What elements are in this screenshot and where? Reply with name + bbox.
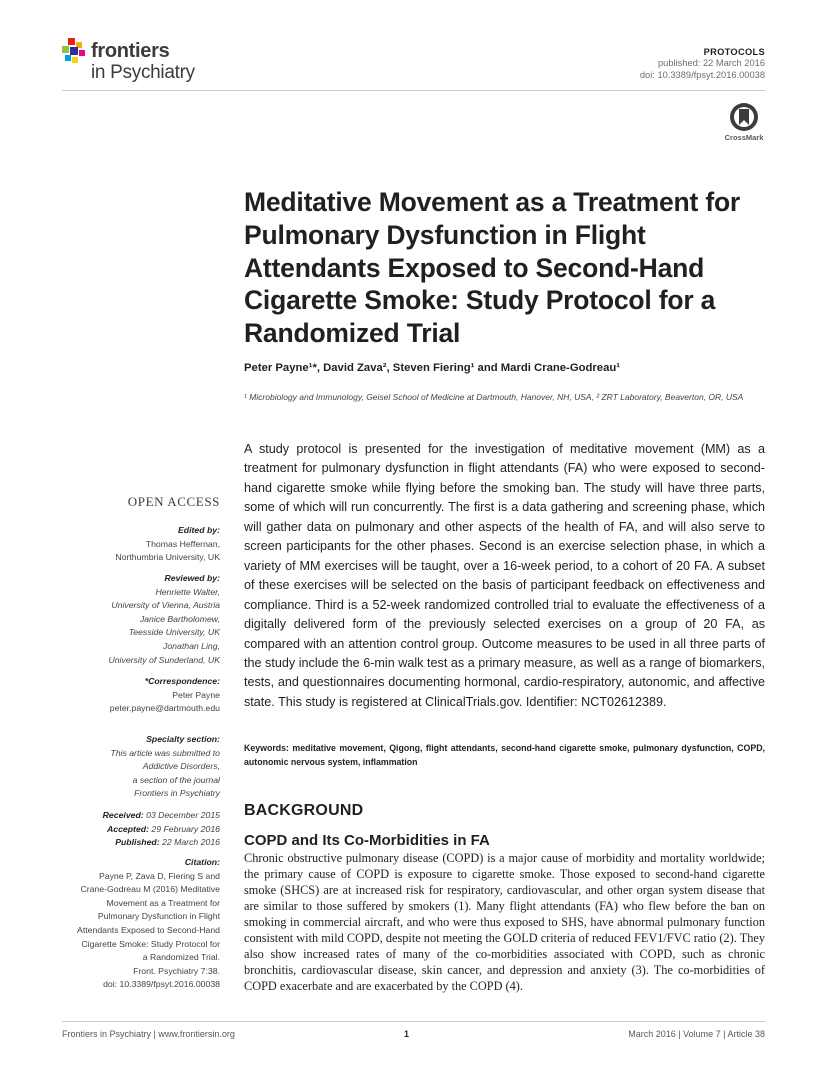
- section-heading: BACKGROUND: [244, 802, 364, 819]
- published-date-sidebar: 22 March 2016: [162, 837, 220, 848]
- correspondence-name: Peter Payne: [172, 689, 220, 700]
- edited-by-block: [115, 524, 220, 565]
- body-paragraph: Chronic obstructive pulmonary disease (COPD) is a major cause of morbidity and mortality worldwide; the primary cause of COPD is exposure to cigarette smoke. Those exposed to second-hand cigarette smoke (SHCS) are at increased risk for respiratory, cardiovascular, and other organ system disease that are similar to those suffered by smokers (1). Many flight attendants (FA) who flew before the ban on smoking in commercial aircraft, and who were thus exposed to SHS, have abnormal pulmonary function consistent with mild COPD, despite not meeting the GOLD criteria of reduced FEV1/FVC ratio (2). They also show increased rates of many of the co-morbidities associated with COPD, such as chronic bronchitis, cardiovascular disease, skin cancer, and depression and anxiety (3). The co-morbidities of COPD exacerbate and are exacerbated by the COPD (4).: [244, 851, 765, 994]
- correspondence-block: [110, 675, 220, 716]
- crossmark-badge[interactable]: [723, 101, 765, 145]
- doi-link[interactable]: doi: 10.3389/fpsyt.2016.00038: [639, 69, 765, 80]
- journal-name-line2: in Psychiatry: [91, 62, 195, 83]
- journal-logo[interactable]: [62, 38, 212, 88]
- citation-line: Cigarette Smoke: Study Protocol for: [81, 938, 220, 949]
- citation-line: Movement as a Treatment for: [106, 897, 220, 908]
- correspondence-label: *Correspondence:: [144, 676, 220, 686]
- citation-doi[interactable]: doi: 10.3389/fpsyt.2016.00038: [103, 979, 220, 990]
- article-type: PROTOCOLS: [703, 47, 765, 57]
- citation-line: Attendants Exposed to Second-Hand: [77, 924, 220, 935]
- reviewed-by-label: Reviewed by:: [164, 573, 220, 583]
- published-date: published: 22 March 2016: [658, 58, 765, 69]
- citation-line: Pulmonary Dysfunction in Flight: [97, 911, 220, 922]
- citation-line: Payne P, Zava D, Fiering S and: [98, 870, 220, 881]
- reviewer-affiliation: University of Sunderland, UK: [108, 654, 220, 665]
- specialty-line: a section of the journal: [132, 774, 220, 785]
- reviewer-affiliation: Teesside University, UK: [128, 627, 220, 638]
- keywords-list: meditative movement, Qigong, flight attendants, second-hand cigarette smoke, pulmonary dysfunction, COPD, autonomic nervous system, inflammation: [244, 743, 765, 767]
- reviewed-by-block: [108, 572, 220, 667]
- affiliations: ¹ Microbiology and Immunology, Geisel School of Medicine at Dartmouth, Hanover, NH, USA, ² ZRT Laboratory, Beaverton, OR, USA: [244, 392, 744, 402]
- open-access-label: OPEN ACCESS: [127, 494, 220, 509]
- abstract: A study protocol is presented for the investigation of meditative movement (MM) as a treatment for pulmonary dysfunction in flight attendants (FA) who were exposed to second-hand cigarette smoke while flying before the smoking ban. The study will have three parts, some of which will run concurrently. The first is a data gathering and screening phase, which will gather data on pulmonary and other aspects of the health of FA, and will also serve to screen participants for the other phases. Second is an exercise selection phase, in which a variety of MM exercises will be taught, over a 16-week period, to a cohort of 20 FA. A subset of these exercises will be selected on the basis of participant feedback on effectiveness and compliance. Third is a 52-week randomized controlled trial to evaluate the effectiveness of a digitally delivered form of the previously selected exercises on a group of 20 FA, as compared with an attention control group. Outcome measures to be used in all three parts of the study include the 6-min walk test as a primary measure, as well as a range of biomarkers, tests, and questionnaires documenting hormonal, cardio-respiratory, autonomic, and affective state. This study is registered at ClinicalTrials.gov. Identifier: NCT02612389.: [244, 442, 765, 709]
- accepted-date: 29 February 2016: [151, 823, 220, 834]
- received-date: 03 December 2015: [146, 810, 220, 820]
- reviewer-name: Jonathan Ling,: [163, 640, 220, 651]
- edited-by-label: Edited by:: [178, 525, 220, 535]
- article-meta: [640, 47, 765, 81]
- footer-divider: [62, 1021, 765, 1022]
- citation-line: a Randomized Trial.: [142, 952, 220, 963]
- accepted-label: Accepted:: [106, 823, 149, 834]
- crossmark-label: CrossMark: [724, 133, 764, 142]
- citation-line: Crane-Godreau M (2016) Meditative: [80, 884, 220, 895]
- reviewer-name: Henriette Walter,: [155, 586, 220, 597]
- specialty-label: Specialty section:: [146, 734, 220, 744]
- header-divider: [62, 90, 765, 91]
- subsection-heading: COPD and Its Co-Morbidities in FA: [244, 832, 490, 849]
- correspondence-email[interactable]: peter.payne@dartmouth.edu: [109, 703, 220, 714]
- reviewer-name: Janice Bartholomew,: [139, 613, 220, 624]
- keywords: [244, 742, 765, 770]
- citation-label: Citation:: [184, 857, 220, 867]
- dates-block: [103, 809, 220, 850]
- keywords-label: Keywords:: [244, 743, 289, 753]
- footer-journal[interactable]: Frontiers in Psychiatry | www.frontiersin.org: [62, 1029, 235, 1039]
- citation-block: [77, 856, 220, 992]
- article-title: Meditative Movement as a Treatment for Pulmonary Dysfunction in Flight Attendants Exposed to Second-Hand Cigarette Smoke: Study Protocol for a Randomized Trial: [244, 187, 741, 349]
- editor-affiliation: Northumbria University, UK: [115, 552, 220, 563]
- crossmark-icon: [723, 101, 765, 133]
- author-list: Peter Payne¹*, David Zava², Steven Fiering¹ and Mardi Crane-Godreau¹: [244, 362, 621, 374]
- footer-issue: March 2016 | Volume 7 | Article 38: [628, 1029, 765, 1039]
- received-label: Received:: [102, 810, 144, 820]
- specialty-line: This article was submitted to: [110, 747, 220, 758]
- published-label: Published:: [115, 837, 160, 848]
- journal-name-line1: frontiers: [91, 40, 170, 62]
- page-number: 1: [404, 1029, 410, 1039]
- reviewer-affiliation: University of Vienna, Austria: [111, 600, 220, 611]
- specialty-block: [110, 733, 220, 801]
- specialty-line: Frontiers in Psychiatry: [134, 788, 220, 799]
- frontiers-logo-icon: [62, 38, 88, 68]
- specialty-line: Addictive Disorders,: [142, 761, 220, 772]
- editor-name: Thomas Heffernan,: [145, 538, 220, 549]
- citation-line: Front. Psychiatry 7:38.: [133, 965, 220, 976]
